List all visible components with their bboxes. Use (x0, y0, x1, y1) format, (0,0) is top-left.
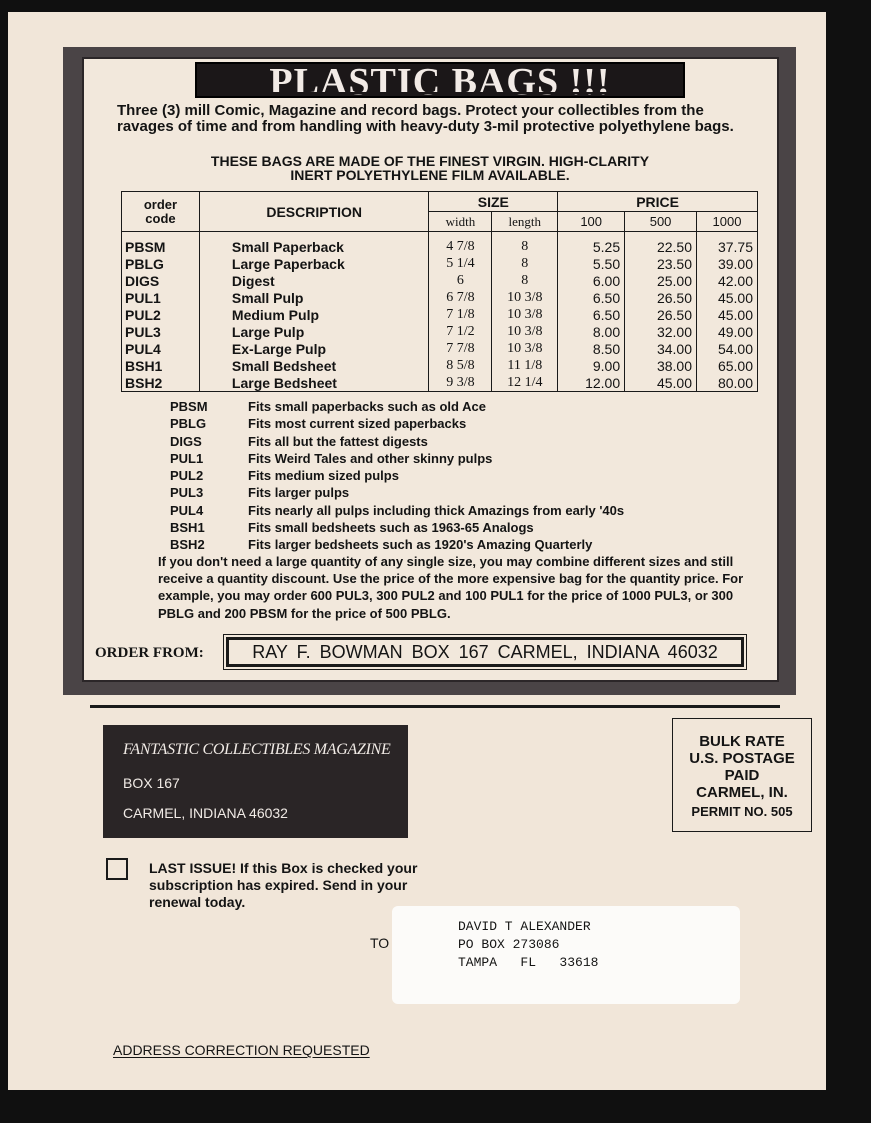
cell-price-1000: 45.00 (697, 306, 758, 323)
quantity-discount-paragraph: If you don't need a large quantity of any single size, you may combine different sizes and still receive a quantity discount. Use the price of the more expensive bag for the quantity price. For example, you may order 600 PUL3, 300 PUL2 and 100 PUL1 for the price of 1000 PUL3, or 300 PBLG and 200 PBSM for the price of 500 PBLG. (158, 554, 744, 621)
cell-price-500: 45.00 (625, 374, 697, 392)
cell-price-100: 6.50 (558, 289, 625, 306)
return-address-city: CARMEL, INDIANA 46032 (123, 805, 288, 821)
bulk-rate-indicia (672, 718, 812, 832)
cell-price-1000: 37.75 (697, 232, 758, 256)
cell-length: 11 1/8 (492, 357, 558, 374)
cell-order-code: BSH2 (122, 374, 200, 392)
note-code: PUL3 (170, 485, 204, 501)
return-address-block (103, 725, 408, 838)
cell-price-500: 26.50 (625, 289, 697, 306)
table-row (122, 255, 758, 272)
cell-width: 4 7/8 (429, 232, 492, 256)
cell-description: Ex-Large Pulp (199, 340, 429, 357)
cell-order-code: PUL1 (122, 289, 200, 306)
table-row (122, 306, 758, 323)
cell-length: 10 3/8 (492, 289, 558, 306)
header-description: DESCRIPTION (199, 192, 429, 232)
cell-price-100: 12.00 (558, 374, 625, 392)
note-text: Fits Weird Tales and other skinny pulps (248, 450, 493, 466)
header-qty-500: 500 (625, 212, 697, 232)
cell-width: 7 1/8 (429, 306, 492, 323)
order-from-label: ORDER FROM: (95, 645, 204, 661)
order-address-box: RAY F. BOWMAN BOX 167 CARMEL, INDIANA 46032 (226, 637, 744, 667)
cell-price-100: 8.50 (558, 340, 625, 357)
cell-length: 8 (492, 232, 558, 256)
cell-length: 10 3/8 (492, 340, 558, 357)
cell-price-500: 22.50 (625, 232, 697, 256)
bulk-rate-line4: CARMEL, IN. (696, 784, 788, 801)
cell-length: 12 1/4 (492, 374, 558, 392)
last-issue-checkbox (106, 858, 128, 880)
recipient-street: PO BOX 273086 (458, 937, 560, 952)
note-row (170, 484, 760, 501)
note-text: Fits medium sized pulps (248, 468, 399, 484)
header-width: width (429, 212, 492, 232)
cell-price-500: 23.50 (625, 255, 697, 272)
cell-price-100: 8.00 (558, 323, 625, 340)
table-row (122, 272, 758, 289)
divider-rule (90, 705, 780, 708)
cell-order-code: PBSM (122, 232, 200, 256)
cell-width: 5 1/4 (429, 255, 492, 272)
note-row (170, 536, 760, 553)
cell-price-100: 5.50 (558, 255, 625, 272)
note-row (170, 467, 760, 484)
cell-price-500: 38.00 (625, 357, 697, 374)
note-row (170, 450, 760, 467)
note-row (170, 433, 760, 450)
note-text: Fits larger pulps (248, 485, 350, 501)
ad-title-banner: PLASTIC BAGS !!! (195, 62, 685, 98)
cell-description: Large Bedsheet (199, 374, 429, 392)
table-row (122, 357, 758, 374)
permit-number: PERMIT NO. 505 (691, 804, 793, 819)
header-size: SIZE (429, 192, 558, 212)
cell-price-100: 6.00 (558, 272, 625, 289)
cell-order-code: PBLG (122, 255, 200, 272)
note-row (170, 502, 760, 519)
last-issue-notice: LAST ISSUE! If this Box is checked your subscription has expired. Send in your renewal today. (149, 860, 418, 910)
cell-price-1000: 54.00 (697, 340, 758, 357)
cell-price-1000: 39.00 (697, 255, 758, 272)
recipient-name: DAVID T ALEXANDER (458, 919, 591, 934)
ad-intro-caps-line2: INERT POLYETHYLENE FILM AVAILABLE. (290, 167, 570, 183)
cell-width: 7 7/8 (429, 340, 492, 357)
table-row (122, 289, 758, 306)
bulk-rate-line2: U.S. POSTAGE (689, 750, 795, 767)
cell-description: Large Pulp (199, 323, 429, 340)
note-text: Fits larger bedsheets such as 1920's Amazing Quarterly (248, 537, 593, 553)
note-code: PBSM (170, 399, 208, 414)
header-order-code: order code (122, 192, 200, 232)
note-code: PUL1 (170, 450, 204, 466)
note-row (170, 398, 760, 415)
note-code: BSH1 (170, 520, 205, 536)
cell-length: 10 3/8 (492, 323, 558, 340)
ad-intro-caps (100, 154, 760, 182)
cell-description: Small Paperback (199, 232, 429, 256)
note-code: PUL4 (170, 502, 204, 518)
cell-price-500: 34.00 (625, 340, 697, 357)
cell-order-code: DIGS (122, 272, 200, 289)
cell-price-1000: 49.00 (697, 323, 758, 340)
cell-order-code: BSH1 (122, 357, 200, 374)
cell-price-500: 25.00 (625, 272, 697, 289)
note-text: Fits most current sized paperbacks (248, 416, 467, 432)
cell-length: 8 (492, 272, 558, 289)
note-code: BSH2 (170, 537, 205, 553)
bag-fit-notes (170, 398, 760, 554)
note-code: PBLG (170, 416, 207, 432)
note-text: Fits small paperbacks such as old Ace (248, 399, 486, 414)
table-row (122, 323, 758, 340)
note-text: Fits nearly all pulps including thick Amazings from early '40s (248, 502, 625, 518)
price-table (121, 191, 758, 392)
table-row (122, 232, 758, 256)
bulk-rate-line1: BULK RATE (699, 733, 785, 750)
cell-price-100: 6.50 (558, 306, 625, 323)
note-text: Fits small bedsheets such as 1963-65 Analogs (248, 520, 534, 536)
cell-length: 8 (492, 255, 558, 272)
mailing-address-label (392, 906, 740, 1004)
note-row (170, 415, 760, 432)
cell-order-code: PUL4 (122, 340, 200, 357)
table-row (122, 340, 758, 357)
cell-price-100: 5.25 (558, 232, 625, 256)
cell-width: 6 7/8 (429, 289, 492, 306)
cell-price-1000: 45.00 (697, 289, 758, 306)
return-address-box: BOX 167 (123, 775, 180, 791)
recipient-city: TAMPA FL 33618 (458, 955, 599, 970)
note-code: PUL2 (170, 468, 204, 484)
cell-width: 6 (429, 272, 492, 289)
cell-price-1000: 80.00 (697, 374, 758, 392)
header-price: PRICE (558, 192, 758, 212)
cell-length: 10 3/8 (492, 306, 558, 323)
cell-description: Small Bedsheet (199, 357, 429, 374)
cell-description: Large Paperback (199, 255, 429, 272)
cell-price-500: 26.50 (625, 306, 697, 323)
note-code: DIGS (170, 433, 202, 449)
ad-intro-text: Three (3) mill Comic, Magazine and record bags. Protect your collectibles from the ravages of time and from handling with heavy-duty 3-mil protective polyethylene bags. (117, 102, 734, 135)
header-qty-1000: 1000 (697, 212, 758, 232)
cell-order-code: PUL2 (122, 306, 200, 323)
magazine-title: FANTASTIC COLLECTIBLES MAGAZINE (123, 741, 391, 758)
cell-price-1000: 65.00 (697, 357, 758, 374)
address-correction-requested: ADDRESS CORRECTION REQUESTED (113, 1042, 370, 1058)
cell-price-500: 32.00 (625, 323, 697, 340)
cell-price-1000: 42.00 (697, 272, 758, 289)
cell-price-100: 9.00 (558, 357, 625, 374)
cell-description: Medium Pulp (199, 306, 429, 323)
header-qty-100: 100 (558, 212, 625, 232)
to-label: TO (370, 935, 390, 951)
note-text: Fits all but the fattest digests (248, 433, 428, 449)
cell-description: Digest (199, 272, 429, 289)
note-row (170, 519, 760, 536)
cell-description: Small Pulp (199, 289, 429, 306)
header-length: length (492, 212, 558, 232)
cell-order-code: PUL3 (122, 323, 200, 340)
table-row (122, 374, 758, 392)
bulk-rate-line3: PAID (724, 767, 760, 784)
cell-width: 8 5/8 (429, 357, 492, 374)
ad-intro-caps-line1: THESE BAGS ARE MADE OF THE FINEST VIRGIN. HIGH-CLARITY (210, 153, 650, 169)
cell-width: 9 3/8 (429, 374, 492, 392)
cell-width: 7 1/2 (429, 323, 492, 340)
